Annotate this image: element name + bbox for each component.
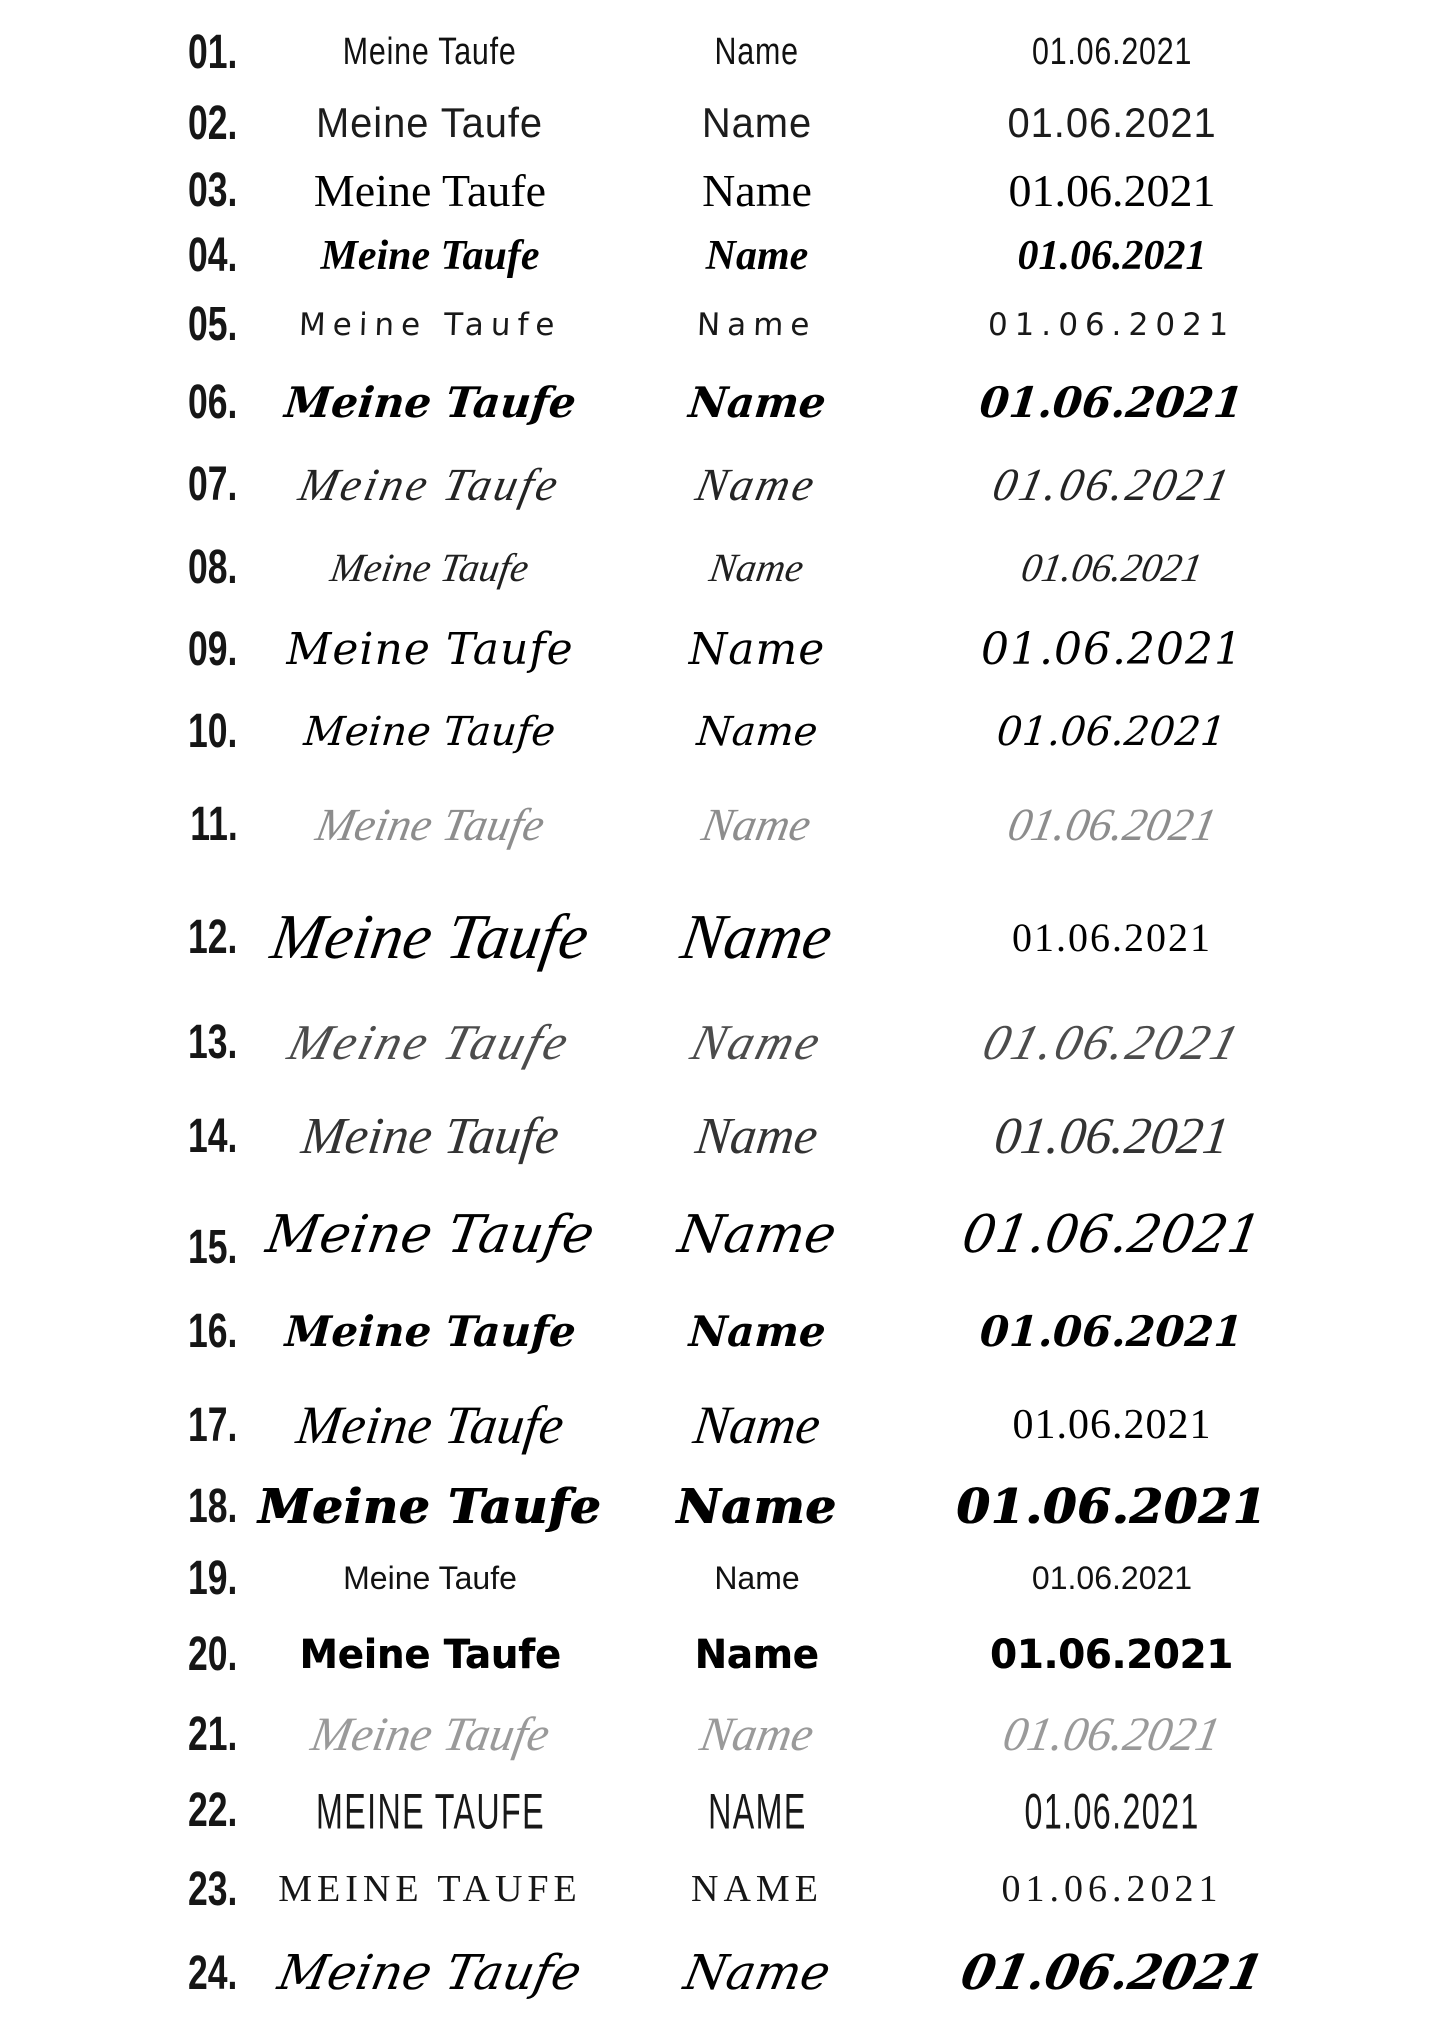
font-number: 06. bbox=[188, 376, 238, 429]
sample-phrase: Meine Taufe bbox=[282, 1014, 578, 1070]
sample-phrase: Meine Taufe bbox=[343, 30, 517, 73]
sample-phrase: Meine Taufe bbox=[286, 624, 574, 675]
sample-name: NAME bbox=[691, 1868, 823, 1910]
font-sample-row bbox=[0, 88, 1445, 158]
font-sample-row bbox=[0, 223, 1445, 288]
sample-name: Name bbox=[706, 544, 808, 590]
sample-phrase: Meine Taufe bbox=[313, 165, 547, 216]
sample-phrase: Meine Taufe bbox=[298, 306, 562, 343]
font-sample-row bbox=[0, 1930, 1445, 2016]
sample-phrase: Meine Taufe bbox=[327, 544, 533, 590]
sample-phrase: Meine Taufe bbox=[258, 1478, 602, 1535]
font-number: 18. bbox=[188, 1480, 238, 1533]
sample-name: Name bbox=[685, 1014, 829, 1070]
font-sample-row bbox=[0, 361, 1445, 444]
font-sample-row bbox=[0, 1773, 1445, 1848]
font-sample-row bbox=[0, 288, 1445, 361]
sample-name: Name bbox=[673, 1204, 841, 1265]
font-sample-row bbox=[0, 1613, 1445, 1696]
font-sample-row bbox=[0, 609, 1445, 690]
sample-phrase: Meine Taufe bbox=[261, 1204, 599, 1265]
sample-name: Name bbox=[714, 30, 800, 73]
font-sample-row bbox=[0, 1696, 1445, 1773]
sample-date: 01.06.2021 bbox=[1024, 1782, 1200, 1839]
sample-name: Name bbox=[698, 799, 816, 850]
sample-name: Name bbox=[696, 1708, 818, 1761]
font-sample-row bbox=[0, 1848, 1445, 1930]
sample-date: 01.06.2021 bbox=[1012, 914, 1212, 960]
sample-name: Name bbox=[702, 165, 812, 216]
sample-name: Name bbox=[687, 1307, 827, 1356]
sample-date: 01.06.2021 bbox=[979, 1307, 1245, 1356]
sample-name: Name bbox=[694, 708, 820, 755]
font-number: 15. bbox=[188, 1221, 238, 1274]
sample-date: 01.06.2021 bbox=[1012, 1402, 1212, 1448]
sample-date: 01.06.2021 bbox=[1017, 232, 1207, 279]
font-number: 13. bbox=[188, 1015, 238, 1069]
sample-date: 01.06.2021 bbox=[995, 708, 1229, 755]
sample-date: 01.06.2021 bbox=[1003, 799, 1221, 850]
font-sample-row bbox=[0, 1470, 1445, 1543]
sample-date: 01.06.2021 bbox=[1001, 1868, 1223, 1910]
font-number: 01. bbox=[188, 25, 238, 79]
font-sample-row bbox=[0, 16, 1445, 88]
font-number: 14. bbox=[188, 1109, 238, 1163]
font-sample-row bbox=[0, 158, 1445, 223]
font-number: 09. bbox=[188, 623, 238, 676]
font-number: 23. bbox=[188, 1862, 238, 1916]
font-sample-row bbox=[0, 1543, 1445, 1613]
sample-phrase: Meine Taufe bbox=[273, 1945, 587, 2001]
sample-date: 01.06.2021 bbox=[999, 1708, 1225, 1761]
sample-name: Name bbox=[686, 378, 828, 427]
sample-phrase: Meine Taufe bbox=[299, 1631, 561, 1678]
font-number: 22. bbox=[188, 1784, 238, 1837]
font-number: 05. bbox=[188, 298, 238, 351]
sample-name: Name bbox=[705, 232, 809, 279]
sample-date: 01.06.2021 bbox=[1008, 165, 1216, 216]
sample-phrase: MEINE TAUFE bbox=[278, 1868, 582, 1910]
sample-name: Name bbox=[714, 1559, 800, 1596]
sample-name: Name bbox=[694, 1631, 820, 1678]
sample-date: 01.06.2021 bbox=[990, 1631, 1234, 1678]
sample-phrase: Meine Taufe bbox=[298, 1107, 562, 1165]
sample-phrase: Meine Taufe bbox=[282, 378, 578, 427]
font-number: 08. bbox=[188, 540, 238, 594]
sample-name: Name bbox=[679, 1945, 835, 2001]
font-sample-row bbox=[0, 998, 1445, 1086]
font-sample-row bbox=[0, 1283, 1445, 1380]
font-number: 19. bbox=[188, 1551, 238, 1605]
font-sample-row bbox=[0, 876, 1445, 998]
sample-name: Name bbox=[696, 306, 818, 343]
font-sample-row bbox=[0, 1086, 1445, 1186]
font-number: 03. bbox=[188, 164, 238, 217]
sample-phrase: Meine Taufe bbox=[311, 799, 549, 850]
sample-date: 01.06.2021 bbox=[956, 1478, 1268, 1535]
sample-date: 01.06.2021 bbox=[1031, 1559, 1193, 1596]
font-number: 04. bbox=[188, 229, 238, 282]
sample-name: Name bbox=[691, 459, 823, 510]
sample-name: Name bbox=[692, 1107, 822, 1165]
font-number: 16. bbox=[188, 1305, 238, 1358]
font-number: 21. bbox=[188, 1708, 238, 1761]
font-sample-row bbox=[0, 525, 1445, 609]
sample-name: NAME bbox=[707, 1782, 807, 1839]
font-sample-row bbox=[0, 444, 1445, 525]
font-number: 20. bbox=[188, 1628, 238, 1681]
font-sample-row bbox=[0, 690, 1445, 773]
font-sample-row bbox=[0, 1186, 1445, 1283]
font-number: 07. bbox=[188, 458, 238, 511]
sample-date: 01.06.2021 bbox=[958, 1204, 1266, 1265]
sample-name: Name bbox=[676, 1478, 838, 1535]
sample-phrase: Meine Taufe bbox=[294, 459, 566, 510]
sample-name: Name bbox=[701, 99, 813, 146]
sample-date: 01.06.2021 bbox=[1031, 30, 1193, 73]
sample-phrase: Meine Taufe bbox=[316, 99, 544, 146]
sample-date: 01.06.2021 bbox=[991, 1107, 1233, 1165]
sample-date: 01.06.2021 bbox=[987, 306, 1237, 343]
sample-date: 01.06.2021 bbox=[976, 1014, 1248, 1070]
sample-name: Name bbox=[690, 1395, 824, 1455]
sample-name: Name bbox=[688, 624, 826, 675]
sample-phrase: Meine Taufe bbox=[266, 901, 594, 972]
font-number: 12. bbox=[188, 910, 238, 964]
sample-name: Name bbox=[676, 901, 838, 972]
sample-phrase: Meine Taufe bbox=[320, 232, 540, 279]
sample-phrase: Meine Taufe bbox=[283, 1307, 577, 1356]
sample-date: 01.06.2021 bbox=[1007, 99, 1217, 146]
font-number: 11. bbox=[190, 798, 238, 851]
sample-date: 01.06.2021 bbox=[988, 459, 1236, 510]
sample-phrase: Meine Taufe bbox=[293, 1395, 567, 1455]
sample-phrase: MEINE TAUFE bbox=[315, 1782, 545, 1839]
font-number: 02. bbox=[188, 96, 238, 150]
sample-phrase: Meine Taufe bbox=[343, 1559, 517, 1596]
font-sample-row bbox=[0, 1380, 1445, 1470]
sample-date: 01.06.2021 bbox=[981, 624, 1243, 675]
font-number: 10. bbox=[188, 705, 238, 758]
sample-date: 01.06.2021 bbox=[1018, 544, 1206, 590]
sample-phrase: Meine Taufe bbox=[302, 708, 558, 755]
sample-date: 01.06.2021 bbox=[956, 1945, 1268, 2001]
sample-phrase: Meine Taufe bbox=[306, 1708, 554, 1761]
sample-date: 01.06.2021 bbox=[977, 378, 1247, 427]
font-sample-row bbox=[0, 773, 1445, 876]
font-number: 24. bbox=[188, 1946, 238, 2000]
font-number: 17. bbox=[188, 1398, 238, 1452]
